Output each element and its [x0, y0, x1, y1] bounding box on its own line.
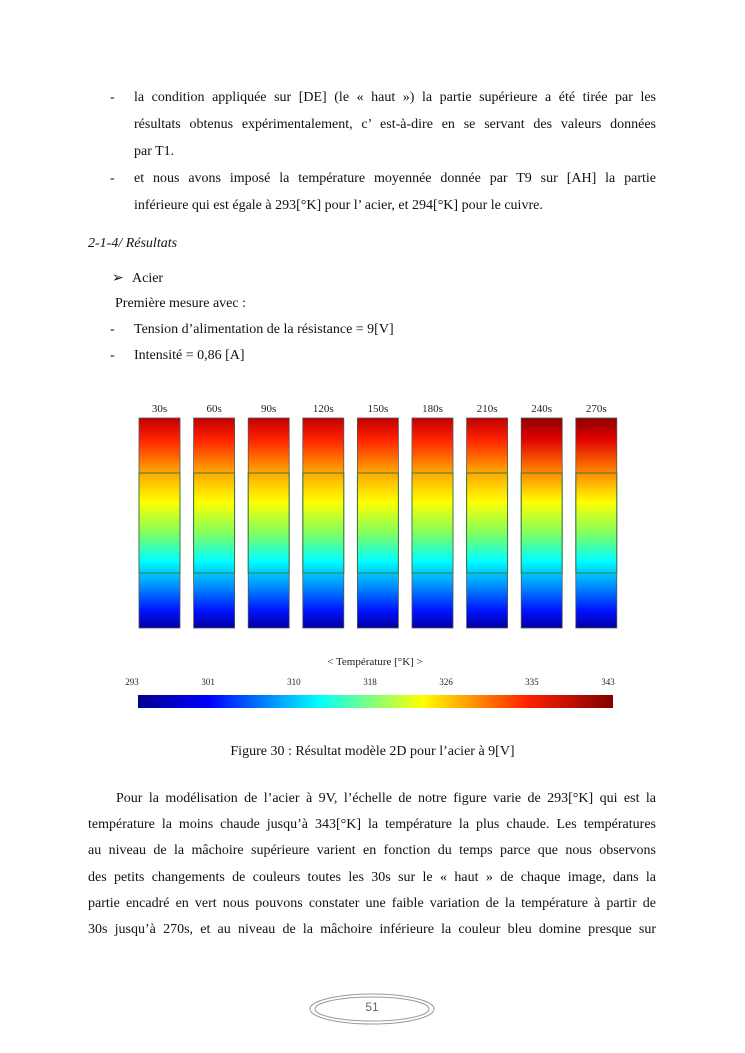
figure-caption: Figure 30 : Résultat modèle 2D pour l’acier à 9[V] — [230, 744, 515, 759]
time-label: 90s — [261, 403, 277, 415]
arrow-bullet-icon: ➢ — [112, 271, 124, 286]
colorbar-tick-label: 301 — [201, 677, 215, 687]
measure-text: Tension d’alimentation de la résistance = 9[V] — [134, 322, 394, 337]
bullet-dash: - — [110, 171, 115, 186]
bullet-line: la condition appliquée sur [DE] (le « haut ») la partie supérieure a été tirée par les — [134, 90, 656, 105]
temperature-figure — [120, 398, 625, 716]
bullet-line: inférieure qui est égale à 293[°K] pour l’ acier, et 294[°K] pour le cuivre. — [134, 198, 543, 213]
temperature-bar — [576, 418, 617, 628]
temperature-bar — [139, 418, 180, 628]
time-label: 270s — [585, 403, 607, 415]
paragraph-line: 30s jusqu’à 270s, et au niveau de la mâchoire inférieure la couleur bleu domine presque sur — [88, 922, 656, 938]
sub-item-label: Acier — [132, 271, 164, 286]
temperature-bar — [248, 418, 289, 628]
paragraph-line: des petits changements de couleurs toutes les 30s sur le « haut » de chaque image, dans la — [88, 869, 656, 885]
colorbar-ticks — [125, 677, 615, 687]
bars-group — [139, 403, 617, 628]
colorbar-tick-label: 343 — [601, 677, 615, 687]
temperature-bar — [303, 418, 344, 628]
sub-item-acier — [112, 270, 163, 287]
colorbar-tick-label: 310 — [287, 677, 301, 687]
body-paragraph — [88, 786, 656, 943]
measure-dash: - — [110, 348, 115, 363]
time-label: 180s — [422, 403, 443, 415]
time-label: 150s — [367, 403, 389, 415]
time-label: 240s — [531, 403, 553, 415]
section-title: 2-1-4/ Résultats — [88, 236, 178, 251]
page-number-badge — [308, 992, 436, 1026]
colorbar-tick-label: 326 — [439, 677, 453, 687]
colorbar-title: < Température [°K] > — [327, 656, 423, 668]
colorbar-tick-label: 318 — [363, 677, 377, 687]
temperature-bar — [521, 418, 562, 628]
page-number: 51 — [365, 1000, 379, 1014]
time-label: 30s — [151, 403, 168, 415]
bullet-item-1 — [88, 84, 656, 165]
time-label: 120s — [312, 403, 334, 415]
colorbar-tick-label: 293 — [125, 677, 139, 687]
measure-intro: Première mesure avec : — [115, 296, 246, 311]
paragraph-line: partie encadré en vert nous pouvons constater une faible variation de la température à partir de — [88, 895, 656, 911]
temperature-bar — [194, 418, 235, 628]
paragraph-line: au niveau de la mâchoire supérieure varient en fonction du temps parce que nous observons — [88, 843, 656, 859]
paragraph-line: température la moins chaude jusqu’à 343[°K] la température la plus chaude. Les températures — [88, 817, 656, 833]
time-label: 210s — [476, 403, 498, 415]
measure-text: Intensité = 0,86 [A] — [134, 348, 245, 363]
paragraph-line: Pour la modélisation de l’acier à 9V, l’échelle de notre figure varie de 293[°K] qui est la — [116, 791, 656, 806]
temperature-bar — [467, 418, 508, 628]
temperature-bar — [412, 418, 453, 628]
colorbar — [138, 695, 613, 708]
bullet-line: résultats obtenus expérimentalement, c’ est-à-dire en se servant des valeurs données — [134, 117, 656, 132]
temperature-bar — [357, 418, 398, 628]
bullet-line: par T1. — [134, 144, 175, 159]
bullet-line: et nous avons imposé la température moyennée donnée par T9 sur [AH] la partie — [134, 171, 656, 186]
bullet-item-2 — [88, 165, 656, 219]
colorbar-tick-label: 335 — [525, 677, 539, 687]
time-label: 60s — [206, 403, 222, 415]
measure-item-2 — [110, 348, 245, 364]
heatmap-svg — [120, 398, 625, 716]
measure-dash: - — [110, 322, 115, 337]
measure-item-1 — [110, 322, 394, 338]
bullet-dash: - — [110, 90, 115, 105]
